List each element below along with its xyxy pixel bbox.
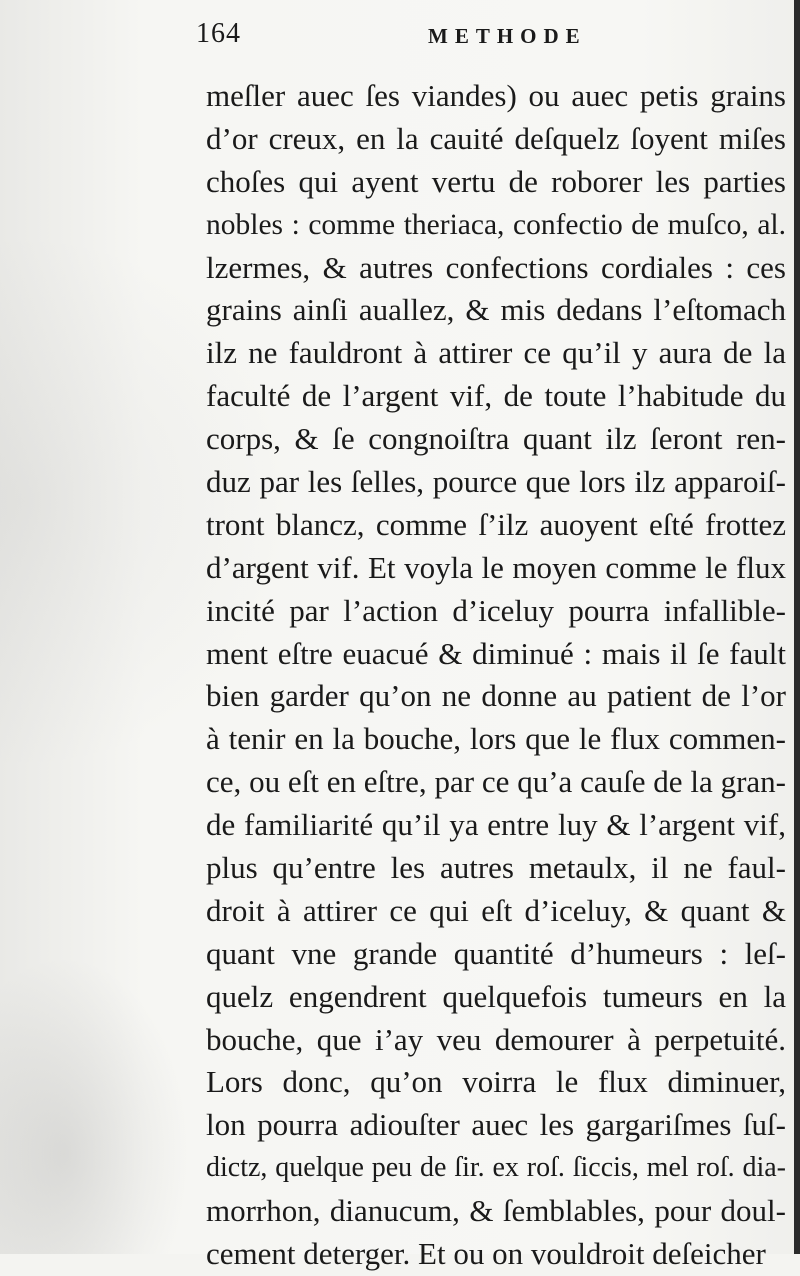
body-text xyxy=(206,75,786,1276)
text-line: à tenir en la bouche, lors que le flux commen- xyxy=(206,721,786,757)
text-line: morrhon, dianucum, & ſemblables, pour doul- xyxy=(206,1193,786,1229)
text-line: duz par les ſelles, pource que lors ilz apparoiſ- xyxy=(206,464,786,500)
text-line: incité par l’action d’iceluy pourra infallible- xyxy=(206,592,786,628)
text-line: d’or creux, en la cauité deſquelz ſoyent miſes xyxy=(206,120,786,156)
text-line: cement deterger. Et ou on vouldroit deſeicher xyxy=(206,1236,766,1272)
text-line: de familiarité qu’il ya entre luy & l’argent vif, xyxy=(206,807,786,843)
text-line: plus qu’entre les autres metaulx, il ne faul- xyxy=(206,850,786,886)
text-line: lon pourra adiouſter auec les gargariſmes ſuſ- xyxy=(206,1107,786,1143)
text-line: ilz ne fauldront à attirer ce qu’il y aura de la xyxy=(206,335,786,371)
text-line: bien garder qu’on ne donne au patient de l’or xyxy=(206,678,786,714)
text-line: d’argent vif. Et voyla le moyen comme le flux xyxy=(206,549,786,585)
text-line: grains ainſi auallez, & mis dedans l’eſtomach xyxy=(206,292,786,328)
text-line: dictz, quelque peu de ſir. ex roſ. ſiccis, mel roſ. dia- xyxy=(206,1152,786,1184)
text-line: faculté de l’argent vif, de toute l’habitude du xyxy=(206,378,786,414)
text-line: Lors donc, qu’on voirra le flux diminuer, xyxy=(206,1064,786,1100)
text-line: ment eſtre euacué & diminué : mais il ſe fault xyxy=(206,635,786,671)
page-gutter-shadow xyxy=(794,0,800,1254)
text-line: droit à attirer ce qui eſt d’iceluy, & quant & xyxy=(206,892,786,928)
page-header xyxy=(196,14,786,54)
text-line: tront blancz, comme ſ’ilz auoyent eſté frottez xyxy=(206,506,786,542)
text-line: corps, & ſe congnoiſtra quant ilz ſeront ren- xyxy=(206,421,786,457)
text-line: lzermes, & autres confections cordiales : ces xyxy=(206,249,786,285)
text-line: nobles : comme theriaca, confectio de muſco, al. xyxy=(206,208,786,241)
text-line: meſler auec ſes viandes) ou auec petis grains xyxy=(206,78,786,113)
page-number: 164 xyxy=(196,18,241,49)
text-line: quelz engendrent quelquefois tumeurs en la xyxy=(206,978,786,1014)
text-line: choſes qui ayent vertu de roborer les parties xyxy=(206,163,786,199)
text-line: bouche, que i’ay veu demourer à perpetuité. xyxy=(206,1021,786,1057)
running-head: METHODE xyxy=(428,24,587,48)
text-line: quant vne grande quantité d’humeurs : leſ- xyxy=(206,935,786,971)
text-line: ce, ou eſt en eſtre, par ce qu’a cauſe de la gran- xyxy=(206,764,786,800)
